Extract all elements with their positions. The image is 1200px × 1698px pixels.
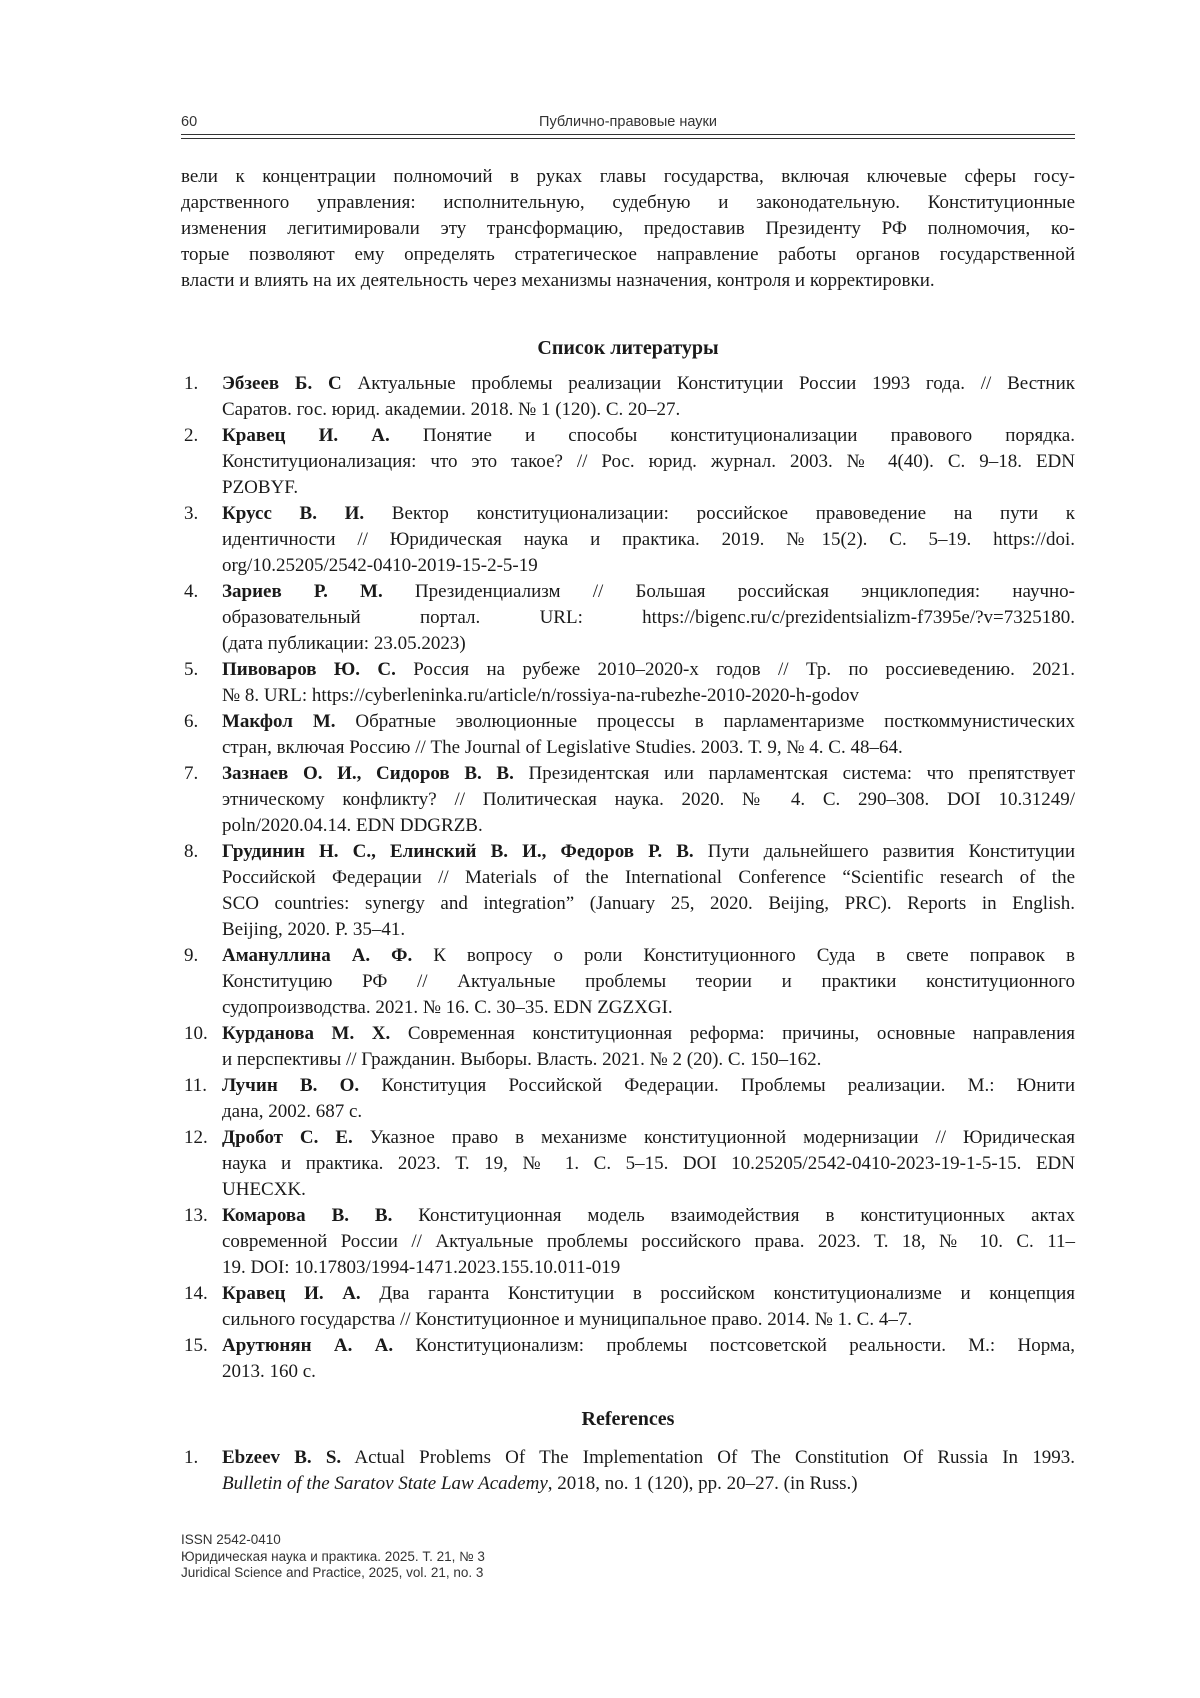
item-line [222, 1021, 1075, 1047]
item-text: Понятие и способы конституционализации правового порядка. [422, 425, 1075, 446]
item-line: Саратов. гос. юрид. академии. 2018. № 1 (120). С. 20–27. [222, 399, 681, 420]
item-text: Современная конституционная реформа: причины, основные направления [407, 1023, 1076, 1044]
item-author: Комарова В. В. [222, 1205, 393, 1226]
literature-item [181, 371, 1075, 423]
literature-item [181, 423, 1075, 501]
item-line: и перспективы // Гражданин. Выборы. Власть. 2021. № 2 (20). С. 150–162. [222, 1049, 822, 1070]
footer-issn: ISSN 2542-0410 [181, 1532, 281, 1547]
header-rule-bottom [181, 138, 1075, 139]
literature-heading: Список литературы [537, 337, 719, 359]
literature-item [181, 1333, 1075, 1385]
item-line [222, 709, 1075, 735]
item-line [222, 501, 1075, 527]
item-number: 12. [184, 1127, 208, 1148]
item-number: 4. [184, 581, 199, 602]
item-text: Президенциализм // Большая российская энциклопедия: научно- [414, 581, 1076, 602]
footer-journal-ru: Юридическая наука и практика. 2025. Т. 21, № 3 [181, 1548, 485, 1564]
item-line: дана, 2002. 687 с. [222, 1101, 363, 1122]
item-line: Конституционализация: что это такое? // Рос. юрид. журнал. 2003. № 4(40). С. 9–18. EDN [222, 451, 1075, 472]
item-line [222, 1445, 1075, 1471]
item-number: 2. [184, 425, 199, 446]
body-line: торые позволяют ему определять стратегическое направление работы органов государственной [181, 244, 1075, 265]
body-line: власти и влиять на их деятельность через механизмы назначения, контроля и корректировки. [181, 270, 935, 291]
literature-item [181, 501, 1075, 579]
header-rule-top [181, 134, 1075, 135]
item-author: Амануллина А. Ф. [222, 945, 413, 966]
item-text: Actual Problems Of The Implementation Of The Constitution Of Russia In 1993. [354, 1447, 1075, 1468]
item-number: 7. [184, 763, 199, 784]
item-line: SCO countries: synergy and integration” (January 25, 2020. Beijing, PRC). Reports in English. [222, 893, 1075, 914]
item-author: Курданова М. Х. [222, 1023, 391, 1044]
item-text: Конституционализм: проблемы постсоветской реальности. М.: Норма, [415, 1335, 1076, 1356]
item-author: Кравец И. А. [222, 1283, 361, 1304]
item-author: Зазнаев О. И., Сидоров В. В. [222, 763, 514, 784]
item-text: Указное право в механизме конституционной модернизации // Юридическая [369, 1127, 1076, 1148]
item-line: этническому конфликту? // Политическая наука. 2020. № 4. С. 290–308. DOI 10.31249/ [222, 789, 1075, 810]
item-line: (дата публикации: 23.05.2023) [222, 633, 466, 654]
item-number: 8. [184, 841, 199, 862]
item-line: наука и практика. 2023. Т. 19, № 1. С. 5–15. DOI 10.25205/2542-0410-2023-19-1-5-15. EDN [222, 1153, 1075, 1174]
literature-item [181, 943, 1075, 1021]
item-line [222, 943, 1075, 969]
item-line: судопроизводства. 2021. № 16. С. 30–35. EDN ZGZXGI. [222, 997, 673, 1018]
item-number: 1. [184, 373, 199, 394]
footer-journal-en: Juridical Science and Practice, 2025, vol. 21, no. 3 [181, 1565, 484, 1580]
item-author: Дробот С. Е. [222, 1127, 353, 1148]
item-line: 2013. 160 с. [222, 1361, 316, 1382]
literature-list [181, 371, 1075, 1385]
section-title: Публично-правовые науки [539, 114, 717, 130]
literature-item [181, 839, 1075, 943]
item-line: сильного государства // Конституционное и муниципальное право. 2014. № 1. С. 4–7. [222, 1309, 913, 1330]
item-text: Актуальные проблемы реализации Конституции России 1993 года. // Вестник [357, 373, 1075, 394]
item-line: образовательный портал. URL: https://bigenc.ru/c/prezidentsializm-f7395e/?v=7325180. [222, 607, 1075, 628]
item-number: 1. [184, 1447, 199, 1468]
item-line [222, 1333, 1075, 1359]
item-line [222, 1073, 1075, 1099]
literature-item [181, 1203, 1075, 1281]
page-number: 60 [181, 114, 198, 130]
item-text: Пути дальнейшего развития Конституции [707, 841, 1076, 862]
references-heading: References [581, 1408, 675, 1430]
item-author: Зариев Р. М. [222, 581, 383, 602]
body-line: дарственного управления: исполнительную, судебную и законодательную. Конституционные [181, 192, 1075, 213]
item-text: К вопросу о роли Конституционного Суда в свете поправок в [433, 945, 1075, 966]
item-line: org/10.25205/2542-0410-2019-15-2-5-19 [222, 555, 538, 576]
literature-item [181, 1073, 1075, 1125]
running-header [181, 114, 1075, 134]
item-line: PZOBYF. [222, 477, 299, 498]
item-author: Арутюнян А. А. [222, 1335, 394, 1356]
item-line: poln/2020.04.14. EDN DDGRZB. [222, 815, 483, 836]
references-list [181, 1445, 1075, 1497]
item-line: Beijing, 2020. P. 35–41. [222, 919, 406, 940]
item-text: Президентская или парламентская система: что препятствует [528, 763, 1076, 784]
item-line [222, 371, 1075, 397]
item-line [222, 657, 1075, 683]
item-number: 13. [184, 1205, 208, 1226]
item-line [222, 1203, 1075, 1229]
item-author: Макфол М. [222, 711, 336, 732]
item-line [222, 423, 1075, 449]
item-line: Конституцию РФ // Актуальные проблемы теории и практики конституционного [222, 971, 1075, 992]
literature-item [181, 1125, 1075, 1203]
item-author: Грудинин Н. С., Елинский В. И., Федоров Р. В. [222, 841, 694, 862]
item-text: Россия на рубеже 2010–2020-х годов // Тр. по россиеведению. 2021. [413, 659, 1075, 680]
literature-item [181, 709, 1075, 761]
item-number: 10. [184, 1023, 208, 1044]
journal-name: Bulletin of the Saratov State Law Academy [222, 1473, 548, 1494]
item-line: № 8. URL: https://cyberleninka.ru/article/n/rossiya-na-rubezhe-2010-2020-h-godov [222, 685, 860, 706]
body-line: вели к концентрации полномочий в руках главы государства, включая ключевые сферы госу- [181, 166, 1075, 187]
body-paragraph [181, 164, 1075, 294]
item-text: Конституционная модель взаимодействия в конституционных актах [418, 1205, 1076, 1226]
item-line [222, 839, 1075, 865]
literature-item [181, 579, 1075, 657]
reference-item [181, 1445, 1075, 1497]
item-line: стран, включая Россию // The Journal of Legislative Studies. 2003. Т. 9, № 4. С. 48–64. [222, 737, 903, 758]
item-number: 3. [184, 503, 199, 524]
item-number: 5. [184, 659, 199, 680]
item-line: 19. DOI: 10.17803/1994-1471.2023.155.10.011-019 [222, 1257, 621, 1278]
item-author: Ebzeev B. S. [222, 1447, 342, 1468]
item-number: 9. [184, 945, 199, 966]
item-text: Конституция Российской Федерации. Проблемы реализации. М.: Юнити [381, 1075, 1076, 1096]
item-line: идентичности // Юридическая наука и практика. 2019. №15(2). С. 5–19. https://doi. [222, 529, 1075, 550]
item-line: Российской Федерации // Materials of the International Conference “Scientific research of the [222, 867, 1075, 888]
item-text: , 2018, no. 1 (120), pp. 20–27. (in Russ.) [547, 1473, 858, 1494]
item-line: современной России // Актуальные проблемы российского права. 2023. Т. 18, № 10. С. 11– [222, 1231, 1075, 1252]
item-line: UHECXK. [222, 1179, 306, 1200]
item-text: Обратные эволюционные процессы в парламентаризме посткоммунистических [355, 711, 1075, 732]
item-line [222, 1471, 1075, 1497]
item-line [222, 1125, 1075, 1151]
item-line [222, 1281, 1075, 1307]
journal-page [181, 0, 1075, 1698]
page-footer [181, 1532, 485, 1582]
item-author: Эбзеев Б. С [222, 373, 342, 394]
literature-item [181, 1281, 1075, 1333]
item-author: Кравец И. А. [222, 425, 390, 446]
item-number: 6. [184, 711, 199, 732]
item-number: 15. [184, 1335, 208, 1356]
item-text: Вектор конституционализации: российское правоведение на пути к [391, 503, 1076, 524]
item-author: Лучин В. О. [222, 1075, 360, 1096]
item-text: Два гаранта Конституции в российском конституционализме и концепция [379, 1283, 1075, 1304]
item-line [222, 761, 1075, 787]
item-author: Пивоваров Ю. С. [222, 659, 396, 680]
item-line [222, 579, 1075, 605]
literature-item [181, 1021, 1075, 1073]
item-number: 11. [184, 1075, 208, 1096]
item-author: Крусс В. И. [222, 503, 365, 524]
literature-item [181, 657, 1075, 709]
literature-item [181, 761, 1075, 839]
item-number: 14. [184, 1283, 208, 1304]
body-line: изменения легитимировали эту трансформацию, предоставив Президенту РФ полномочия, ко- [181, 218, 1075, 239]
